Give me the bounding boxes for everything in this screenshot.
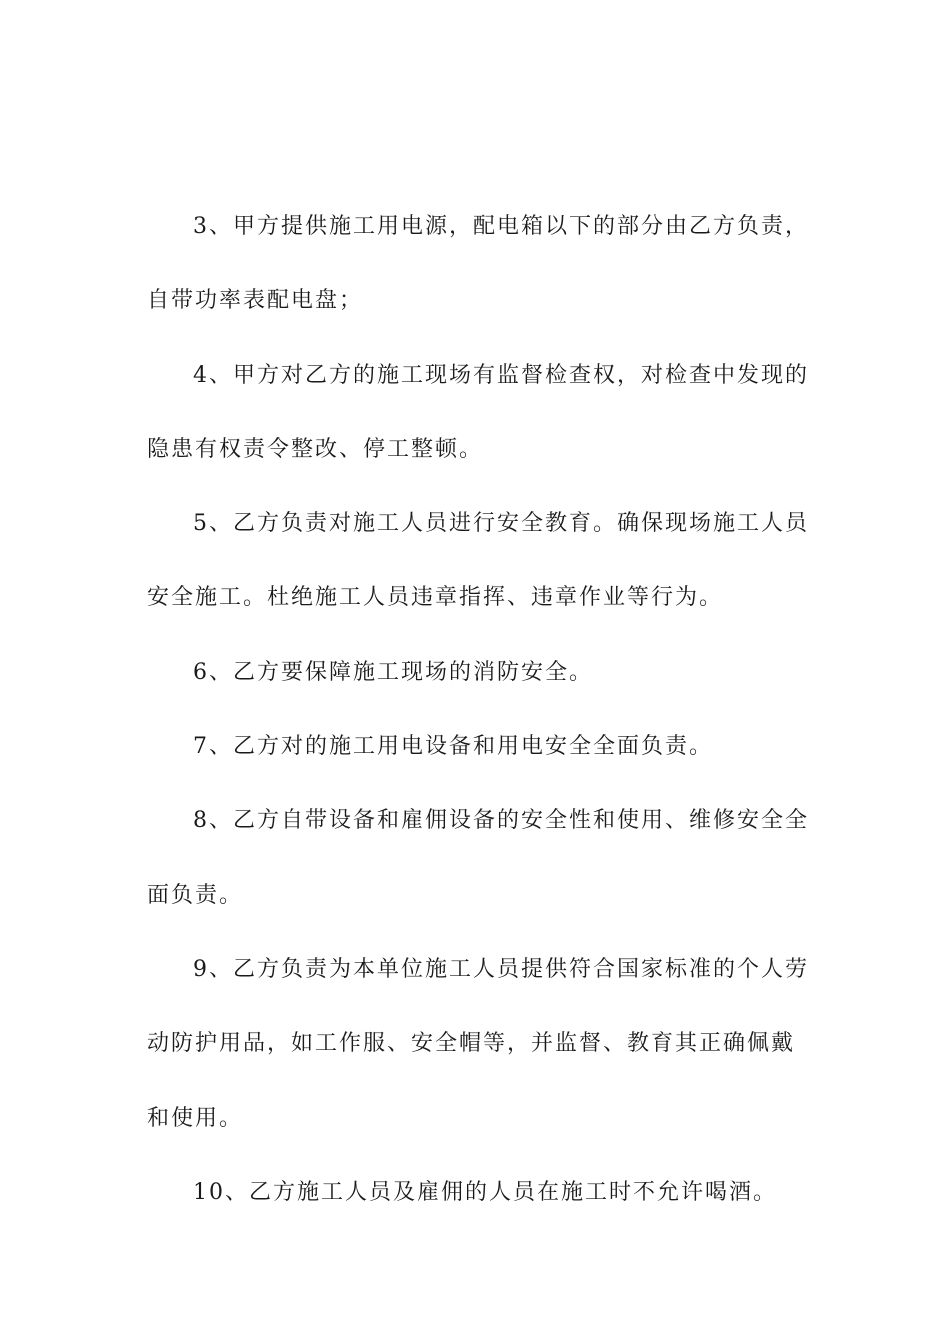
clause-4-line-2: 隐患有权责令整改、停工整顿。	[147, 436, 484, 462]
clause-8-line-1: 8、乙方自带设备和雇佣设备的安全性和使用、维修安全全	[193, 808, 809, 834]
document-body	[147, 200, 807, 1240]
clause-4-line-1: 4、甲方对乙方的施工现场有监督检查权，对检查中发现的	[193, 362, 809, 388]
clause-8-line-2: 面负责。	[147, 882, 244, 908]
clause-5-line-1: 5、乙方负责对施工人员进行安全教育。确保现场施工人员	[193, 511, 809, 537]
clause-10-line-1: 10、乙方施工人员及雇佣的人员在施工时不允许喝酒。	[193, 1179, 777, 1205]
clause-3-line-1: 3、甲方提供施工用电源，配电箱以下的部分由乙方负责，	[193, 214, 809, 239]
clause-5-line-2: 安全施工。杜绝施工人员违章指挥、违章作业等行为。	[147, 585, 724, 611]
clause-6-line-1: 6、乙方要保障施工现场的消防安全。	[193, 659, 593, 685]
clause-9-line-3: 和使用。	[147, 1105, 244, 1131]
clause-9-line-1: 9、乙方负责为本单位施工人员提供符合国家标准的个人劳	[193, 956, 809, 982]
clause-3-line-2: 自带功率表配电盘；	[147, 288, 364, 314]
clause-9-line-2: 动防护用品，如工作服、安全帽等，并监督、教育其正确佩戴	[147, 1031, 796, 1057]
clause-7-line-1: 7、乙方对的施工用电设备和用电安全全面负责。	[193, 734, 713, 760]
